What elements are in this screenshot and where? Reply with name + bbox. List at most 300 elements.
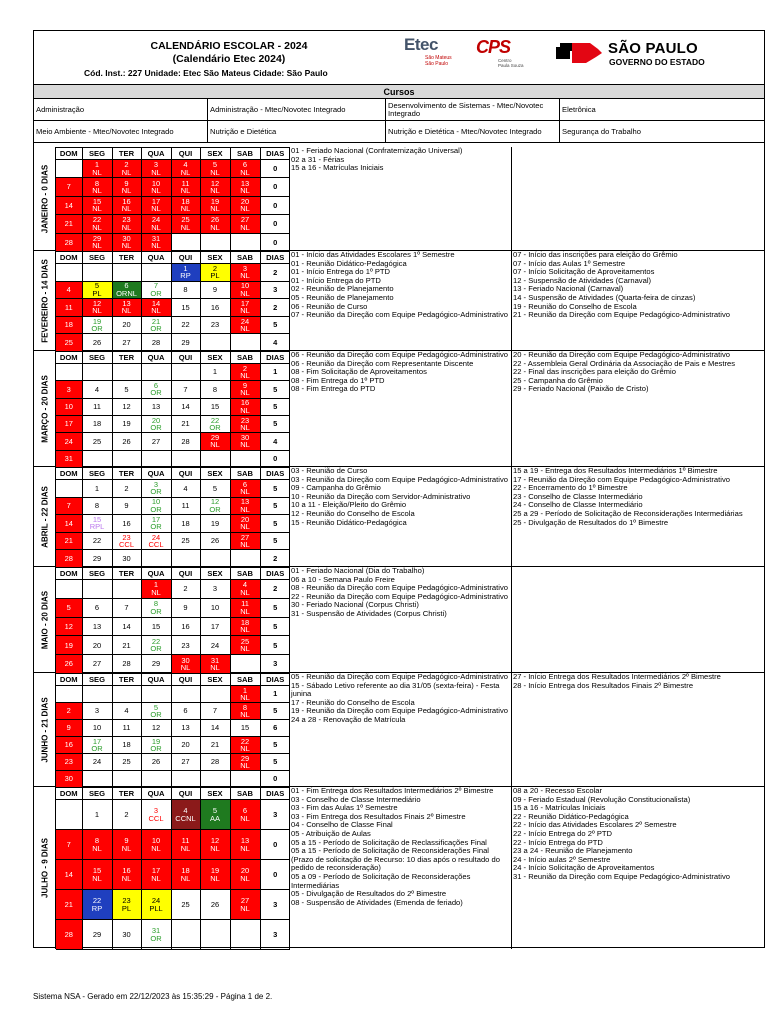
events-column-right [512,251,764,320]
day-cell [230,264,260,282]
day-number: 18 [92,419,102,429]
events-column-left [290,251,512,350]
day-number: 1 [183,263,188,273]
day-cell [171,160,200,178]
day-number: 3 [153,806,159,815]
day-number: 14 [64,869,73,879]
day-number: 29 [181,337,190,347]
day-cell [230,215,260,233]
day-code: RP [180,271,191,281]
day-number: 30 [181,655,190,665]
week-day-count: 5 [260,415,290,432]
day-cell [56,920,82,950]
event-item: 10 a 11 - Eleição/Pleito do Grêmio [291,500,407,510]
weekday-header: DIAS [260,352,290,364]
day-number: 27 [151,436,161,446]
weekday-header: QUI [171,352,200,364]
day-number: 2 [212,263,218,273]
day-number: 16 [240,398,250,408]
week-day-count: 3 [260,281,290,299]
day-number: 13 [122,298,131,308]
day-cell [141,617,171,636]
day-cell [56,178,82,196]
day-cell [112,316,141,334]
day-cell [200,550,230,568]
day-code: NL [151,222,161,232]
etec-logo [404,35,464,71]
day-cell [200,398,230,415]
day-number: 21 [122,640,131,650]
week-day-count: 3 [260,655,290,674]
event-item: 31 - Reunião da Direção com Equipe Pedagógico-Administrativo [513,871,730,881]
day-number: 12 [210,836,220,845]
day-number: 20 [240,514,250,524]
etec-logo-text: Etec [404,35,438,54]
day-code: PL [121,903,132,913]
event-item: 21 - Reunião da Direção com Equipe Pedagógico-Administrativo [513,310,730,320]
day-cell [56,264,82,282]
day-number: 28 [181,436,190,446]
day-number: 6 [242,479,248,489]
day-code: NL [240,843,250,853]
day-cell [141,381,171,398]
event-item: 24 a 28 - Renovação de Matrícula [291,714,406,724]
day-number: 30 [122,929,131,939]
day-number: 11 [64,302,73,312]
day-cell [112,754,141,771]
day-number: 20 [240,866,250,875]
page-subtitle: (Calendário Etec 2024) [172,53,286,65]
day-code: NL [151,587,161,597]
day-cell [141,497,171,515]
day-number: 10 [64,402,73,412]
day-code: OR [150,644,162,654]
events-column-left [290,567,512,672]
week-row [56,703,290,720]
calendar-table [56,351,290,468]
day-number: 27 [122,337,131,347]
day-code: NL [240,903,250,913]
day-number: 19 [64,640,73,650]
day-cell [230,316,260,334]
day-number: 6 [242,806,248,815]
day-number: 27 [92,659,102,669]
day-cell [112,800,141,830]
courses-grid [34,99,764,143]
day-cell [230,920,260,950]
day-cell [141,737,171,754]
day-number: 25 [122,757,131,767]
weekday-header: QUI [171,468,200,480]
day-cell [171,890,200,920]
event-item: 09 - Campanha do Grêmio [291,483,381,493]
sp-logo-line1: SÃO PAULO [608,40,698,57]
day-number: 17 [151,514,161,524]
day-cell [82,860,112,890]
weekday-header: SEX [200,352,230,364]
day-cell [171,497,200,515]
day-cell [141,160,171,178]
weekday-header: DOM [56,352,82,364]
day-cell [112,281,141,299]
day-code: PL [92,288,102,298]
event-item: 01 - Reunião Didático-Pedagógica [291,258,407,268]
day-number: 22 [92,896,102,905]
day-cell [200,316,230,334]
course-cell: Segurança do Trabalho [560,121,764,143]
day-code: NL [240,693,250,702]
week-day-count: 3 [260,920,290,950]
day-number: 2 [124,483,129,493]
day-cell [200,497,230,515]
day-code: NL [240,186,250,196]
day-number: 18 [64,320,73,330]
day-number: 26 [210,899,220,909]
day-number: 19 [210,518,220,528]
day-number: 8 [94,836,100,845]
week-row [56,264,290,282]
event-item: 03 - Fim Entrega dos Resultados Finais 2º Bimestre [291,811,466,821]
day-code: OR [150,388,162,398]
day-cell [200,720,230,737]
week-row [56,580,290,599]
day-number: 4 [94,384,100,394]
day-cell [171,299,200,317]
course-cell: Administração [34,99,208,121]
events-column-left [290,147,512,250]
calendar-table [56,567,290,674]
day-cell [112,550,141,568]
day-number: 27 [240,215,250,225]
day-code: NL [121,843,132,853]
day-cell [56,515,82,533]
weekday-header: QUI [171,148,200,160]
day-cell [82,281,112,299]
course-cell: Desenvolvimento de Sistemas - Mtec/Novotec Integrado [386,99,560,121]
day-code: NL [151,241,161,251]
event-item: 12 - Reunião do Conselho de Escola [291,508,415,518]
page-footer: Sistema NSA - Gerado em 22/12/2023 às 15:35:29 - Página 1 de 2. [33,992,273,1001]
day-cell [200,233,230,251]
event-item: 05 - Atribuição de Aulas [291,828,371,838]
event-item: 01 - Fim Entrega dos Resultados Intermediários 2º Bimestre [291,786,494,795]
day-code: NL [151,843,161,853]
day-cell [82,737,112,754]
day-cell [200,703,230,720]
weekday-header: QUA [141,468,171,480]
day-code: NL [180,186,191,196]
day-code: OR [150,423,162,433]
day-number: 26 [151,757,161,767]
day-cell [171,334,200,352]
day-number: 10 [151,178,161,188]
day-number: 29 [210,432,220,442]
day-cell [56,450,82,467]
day-number: 20 [151,415,161,425]
events-column-right [512,673,764,690]
day-code: CCL [148,813,164,823]
day-cell [112,532,141,550]
day-cell [141,281,171,299]
event-item: 06 a 10 - Semana Paulo Freire [291,574,395,584]
weekday-header: QUI [171,788,200,800]
day-number: 14 [64,518,73,528]
weekday-header: SEG [82,674,112,686]
page-title: CALENDÁRIO ESCOLAR - 2024 [150,40,308,52]
weekday-header: SAB [230,468,260,480]
day-number: 4 [66,285,71,295]
day-code: NL [240,388,250,398]
day-code: NL [240,371,250,381]
day-cell [56,800,82,830]
day-number: 15 [92,866,102,875]
day-number: 6 [242,160,248,170]
calendar-sheet [33,30,765,948]
day-number: 5 [124,384,129,394]
day-cell [82,580,112,599]
day-number: 19 [210,196,220,206]
day-cell [141,890,171,920]
day-number: 20 [181,740,190,750]
day-number: 11 [122,723,131,733]
day-cell [230,598,260,617]
day-code: NL [240,167,250,177]
week-row [56,450,290,467]
day-number: 31 [151,233,161,243]
week-row [56,737,290,754]
day-cell [56,398,82,415]
day-number: 29 [92,553,102,563]
day-cell [112,860,141,890]
day-cell [200,686,230,703]
day-number: 26 [122,436,131,446]
day-code: NL [240,744,250,753]
day-cell [112,720,141,737]
day-cell [141,316,171,334]
day-cell [230,617,260,636]
month-label-text: JANEIRO - 0 DIAS [40,164,49,233]
day-number: 13 [92,621,102,631]
day-cell [56,281,82,299]
event-item: 08 - Fim Solicitação de Aproveitamentos [291,367,427,377]
event-item: 22 - Encerramento do 1º Bimestre [513,483,628,493]
day-code: NL [240,324,250,334]
week-day-count: 5 [260,381,290,398]
month-block [34,467,764,567]
day-number: 11 [93,402,101,412]
day-number: 26 [210,536,220,546]
day-number: 17 [210,621,220,631]
day-code: NL [92,306,102,316]
week-day-count: 5 [260,515,290,533]
weekday-header: QUA [141,674,171,686]
event-item: 22 - Reunião da Direção com Equipe Pedagógico-Administrativo [291,591,508,601]
day-number: 28 [151,337,161,347]
event-item: 25 - Divulgação de Resultados do 1º Bimestre [513,517,669,527]
event-item: 23 - Conselho de Classe Intermediário [513,491,643,501]
weekday-header: SAB [230,568,260,580]
event-item: 22 - Início das Atividades Escolares 2º Semestre [513,820,677,830]
events-column-right [512,351,764,394]
day-number: 6 [183,706,188,716]
week-row [56,433,290,450]
day-cell [230,515,260,533]
day-cell [171,233,200,251]
event-item: 05 a 15 - Período de Solicitação de Reclassificações Final [291,837,487,847]
courses-section [34,85,764,147]
day-number: 24 [92,757,102,767]
day-cell [82,771,112,788]
weekday-header: TER [112,352,141,364]
day-number: 3 [66,384,71,394]
day-number: 5 [212,483,218,493]
day-number: 23 [122,215,131,225]
day-number: 16 [122,866,131,875]
event-item: 08 a 20 - Recesso Escolar [513,786,603,795]
week-day-count: 0 [260,196,290,214]
day-cell [82,450,112,467]
day-code: NL [240,587,250,597]
day-cell [230,480,260,498]
weekday-header: SEX [200,674,230,686]
day-cell [56,480,82,498]
cps-logo [476,37,540,73]
day-number: 7 [124,602,129,612]
day-number: 17 [92,736,102,746]
week-day-count: 0 [260,830,290,860]
day-cell [82,598,112,617]
event-item: 07 - Início Solicitação de Aproveitamentos [513,267,655,277]
week-row [56,800,290,830]
day-number: 15 [181,302,190,312]
week-row [56,550,290,568]
day-cell [171,532,200,550]
day-number: 4 [183,483,188,493]
calendar-table [56,147,290,252]
day-number: 14 [64,200,73,210]
day-number: 25 [92,436,102,446]
day-number: 16 [181,621,190,631]
day-cell [112,299,141,317]
day-cell [112,655,141,674]
day-cell [200,334,230,352]
day-cell [82,178,112,196]
day-number: 23 [122,896,131,905]
day-cell [200,196,230,214]
day-number: 11 [241,599,249,609]
day-number: 31 [151,926,161,935]
weekday-header: SEG [82,252,112,264]
day-cell [112,178,141,196]
day-cell [230,703,260,720]
event-item: 27 - Início Entrega dos Resultados Intermediários 2º Bimestre [513,672,721,681]
day-code: NL [240,540,250,550]
day-cell [82,398,112,415]
day-code: ORNL [116,288,137,298]
day-code: NL [121,241,132,251]
event-item: 14 - Suspensão de Atividades (Quarta-feira de cinzas) [513,292,696,302]
weekday-header: SAB [230,352,260,364]
day-cell [82,334,112,352]
day-cell [112,196,141,214]
event-item: 03 - Reunião da Direção com Equipe Pedagógico-Administrativo [291,474,508,484]
day-number: 29 [151,659,161,669]
month-label-text: ABRIL - 22 DIAS [40,485,49,548]
day-cell [200,364,230,381]
week-day-count: 0 [260,178,290,196]
weekday-header: TER [112,674,141,686]
day-cell [200,532,230,550]
day-number: 17 [64,419,73,429]
event-item: 05 - Reunião de Planejamento [291,292,394,302]
week-row [56,720,290,737]
weekday-header: SEG [82,148,112,160]
day-cell [141,720,171,737]
day-cell [171,515,200,533]
day-code: NL [121,306,132,316]
day-number: 17 [151,196,161,206]
day-number: 25 [181,536,190,546]
week-row [56,636,290,655]
day-cell [171,450,200,467]
day-code: NL [210,186,220,196]
weekday-header-row [56,252,290,264]
day-number: 24 [151,532,161,542]
day-code: NL [240,625,250,635]
day-cell [171,860,200,890]
day-cell [171,598,200,617]
day-number: 29 [240,753,250,763]
weekday-header: QUA [141,252,171,264]
day-cell [200,754,230,771]
day-cell [112,737,141,754]
day-number: 25 [240,636,250,646]
day-number: 11 [181,501,190,511]
month-label-text: FEVEREIRO - 14 DIAS [40,258,49,343]
day-code: NL [210,440,220,450]
day-number: 7 [66,182,71,192]
day-number: 9 [124,836,129,845]
day-number: 7 [183,384,188,394]
day-cell [230,433,260,450]
day-number: 15 [92,196,102,206]
day-number: 6 [124,281,129,291]
day-number: 11 [181,178,190,188]
week-row [56,196,290,214]
day-cell [171,636,200,655]
day-cell [230,381,260,398]
day-number: 12 [151,723,161,733]
day-number: 21 [64,219,73,229]
day-number: 17 [240,298,250,308]
day-cell [200,737,230,754]
day-cell [171,800,200,830]
week-day-count: 5 [260,598,290,617]
day-number: 15 [210,402,220,412]
month-block [34,787,764,949]
event-item: 06 - Reunião da Direção com Equipe Pedagógico-Administrativo [291,350,508,359]
calendar-table [56,787,290,950]
day-number: 14 [181,402,190,412]
day-code: NL [180,222,191,232]
day-cell [200,860,230,890]
month-label [34,147,56,250]
weekday-header: DOM [56,148,82,160]
weekday-header: DOM [56,568,82,580]
day-cell [171,754,200,771]
week-day-count: 2 [260,299,290,317]
day-number: 25 [181,215,190,225]
